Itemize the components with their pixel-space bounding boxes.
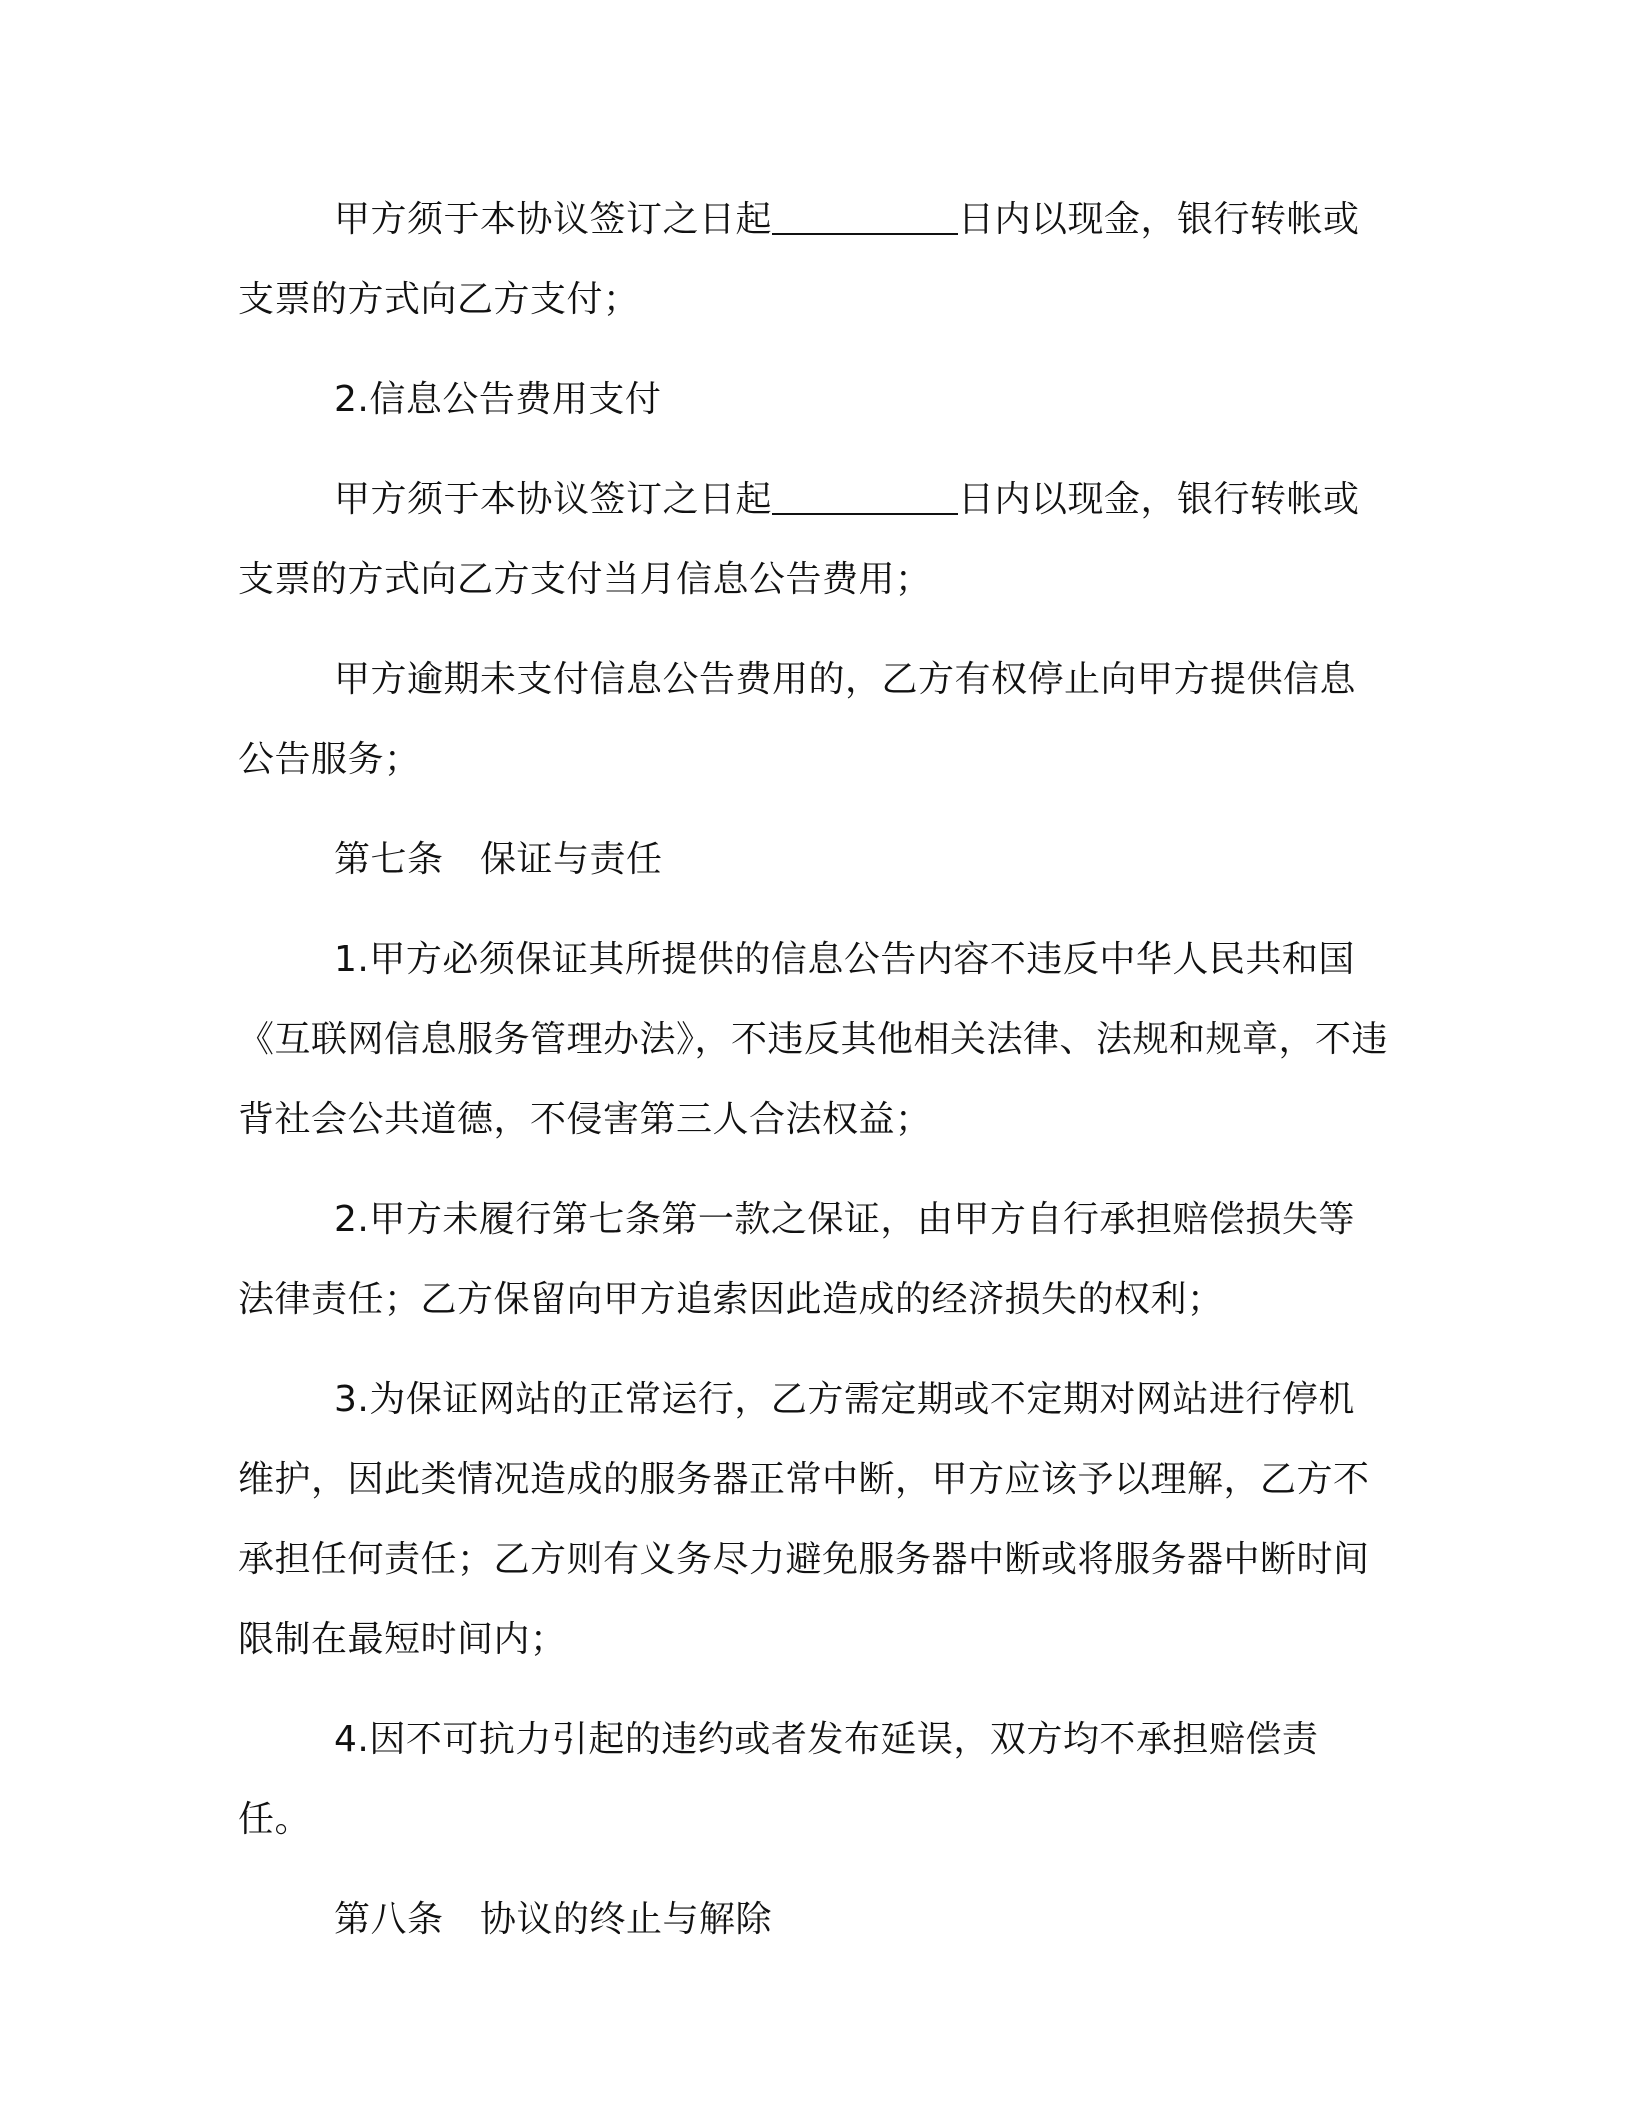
paragraph-text: 日内以现金，银行转帐或支票的方式向乙方支付；: [238, 199, 1360, 320]
heading-article-8: 第八条 协议的终止与解除: [334, 1899, 773, 1940]
paragraph-text: 甲方须于本协议签订之日起: [334, 479, 773, 520]
paragraph-text: 甲方须于本协议签订之日起: [334, 199, 773, 240]
blank-days-field: [772, 473, 958, 515]
heading-info-fee-payment: 2.信息公告费用支付: [334, 379, 662, 420]
paragraph-text: 日内以现金，银行转帐或支票的方式向乙方支付当月信息公告费用；: [238, 479, 1360, 600]
paragraph-guarantee-2: 2.甲方未履行第七条第一款之保证，由甲方自行承担赔偿损失等法律责任；乙方保留向甲方追索因此造成的经济损失的权利；: [238, 1199, 1355, 1320]
paragraph-guarantee-4: 4.因不可抗力引起的违约或者发布延误，双方均不承担赔偿责任。: [238, 1719, 1319, 1840]
paragraph-info-fee-terms: [238, 460, 1388, 620]
paragraph-payment-terms: [238, 180, 1388, 340]
heading-article-7: 第七条 保证与责任: [334, 839, 663, 880]
paragraph-guarantee-1: 1.甲方必须保证其所提供的信息公告内容不违反中华人民共和国《互联网信息服务管理办法》，不违反其他相关法律、法规和规章，不违背社会公共道德，不侵害第三人合法权益；: [238, 939, 1389, 1140]
document-body: [238, 180, 1388, 1980]
paragraph-overdue: 甲方逾期未支付信息公告费用的，乙方有权停止向甲方提供信息公告服务；: [238, 659, 1357, 780]
blank-days-field: [772, 193, 958, 235]
paragraph-guarantee-3: 3.为保证网站的正常运行，乙方需定期或不定期对网站进行停机维护，因此类情况造成的服务器正常中断，甲方应该予以理解，乙方不承担任何责任；乙方则有义务尽力避免服务器中断或将服务器中断时间限制在最短时间内；: [238, 1379, 1370, 1660]
